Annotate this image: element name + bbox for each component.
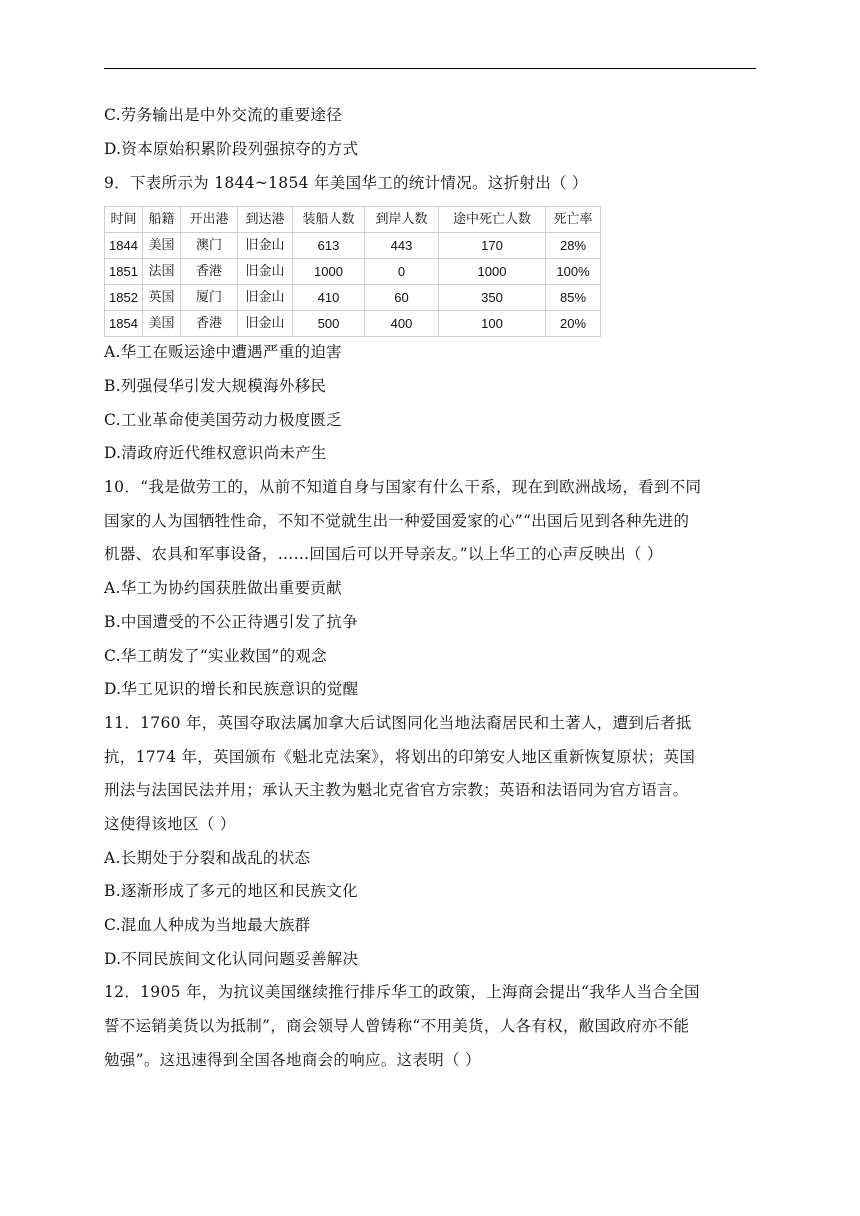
q9-option-b: B.列强侵华引发大规模海外移民 <box>104 377 327 395</box>
q11-option-b: B.逐渐形成了多元的地区和民族文化 <box>104 882 358 900</box>
q8-option-c: C.劳务输出是中外交流的重要途径 <box>104 106 343 124</box>
table-header-cell: 到达港 <box>238 207 293 233</box>
table-header-cell: 开出港 <box>181 207 238 233</box>
q10-stem-line-1: 10．“我是做劳工的，从前不知道自身与国家有什么干系，现在到欧洲战场，看到不同 <box>104 478 702 496</box>
table-cell: 100% <box>546 259 601 285</box>
q9-option-d: D.清政府近代维权意识尚未产生 <box>104 444 327 462</box>
table-cell: 1851 <box>105 259 143 285</box>
table-cell: 香港 <box>181 311 238 337</box>
table-header-cell: 装船人数 <box>293 207 365 233</box>
table-cell: 美国 <box>143 311 181 337</box>
table-row <box>105 233 601 259</box>
table-cell: 1852 <box>105 285 143 311</box>
q8-option-d: D.资本原始积累阶段列强掠夺的方式 <box>104 140 359 158</box>
table-cell: 28% <box>546 233 601 259</box>
q11-stem-line-1: 11．1760 年，英国夺取法属加拿大后试图同化当地法裔居民和土著人，遭到后者抵 <box>104 714 692 732</box>
table-cell: 100 <box>439 311 546 337</box>
table-cell: 60 <box>365 285 439 311</box>
table-cell: 613 <box>293 233 365 259</box>
table-cell: 500 <box>293 311 365 337</box>
table-cell: 澳门 <box>181 233 238 259</box>
q12-stem-line-1: 12．1905 年，为抗议美国继续推行排斥华工的政策，上海商会提出“我华人当合全国 <box>104 983 700 1001</box>
table-cell: 170 <box>439 233 546 259</box>
q11-stem-line-2: 抗，1774 年，英国颁布《魁北克法案》，将划出的印第安人地区重新恢复原状；英国 <box>104 748 696 766</box>
table-header-cell: 途中死亡人数 <box>439 207 546 233</box>
q10-stem-line-2: 国家的人为国牺牲性命，不知不觉就生出一种爱国爱家的心”“出国后见到各种先进的 <box>104 512 690 530</box>
q11-option-c: C.混血人种成为当地最大族群 <box>104 916 311 934</box>
table-cell: 英国 <box>143 285 181 311</box>
table-cell: 400 <box>365 311 439 337</box>
table-cell: 旧金山 <box>238 311 293 337</box>
huagong-statistics-table <box>104 206 601 337</box>
table-cell: 香港 <box>181 259 238 285</box>
table-row <box>105 285 601 311</box>
table-cell: 20% <box>546 311 601 337</box>
q9-option-a: A.华工在贩运途中遭遇严重的迫害 <box>104 343 342 361</box>
table-header-cell: 时间 <box>105 207 143 233</box>
table-cell: 0 <box>365 259 439 285</box>
table-header-row <box>105 207 601 233</box>
table-header-cell: 到岸人数 <box>365 207 439 233</box>
q10-option-a: A.华工为协约国获胜做出重要贡献 <box>104 579 342 597</box>
table-cell: 350 <box>439 285 546 311</box>
q11-option-d: D.不同民族间文化认同问题妥善解决 <box>104 950 359 968</box>
table-cell: 旧金山 <box>238 285 293 311</box>
table-cell: 旧金山 <box>238 233 293 259</box>
table-header-cell: 死亡率 <box>546 207 601 233</box>
q9-option-c: C.工业革命使美国劳动力极度匮乏 <box>104 411 343 429</box>
table-cell: 1000 <box>293 259 365 285</box>
header-rule <box>104 68 756 69</box>
q12-stem-line-2: 誓不运销美货以为抵制”，商会领导人曾铸称“不用美货，人各有权，敝国政府亦不能 <box>104 1017 690 1035</box>
table-cell: 法国 <box>143 259 181 285</box>
table-row <box>105 259 601 285</box>
q11-stem-line-3: 刑法与法国民法并用；承认天主教为魁北克省官方宗教；英语和法语同为官方语言。 <box>104 781 689 799</box>
q10-option-b: B.中国遭受的不公正待遇引发了抗争 <box>104 613 358 631</box>
q11-option-a: A.长期处于分裂和战乱的状态 <box>104 849 311 867</box>
table-cell: 85% <box>546 285 601 311</box>
q10-option-c: C.华工萌发了“实业救国”的观念 <box>104 647 327 665</box>
q12-stem-line-3: 勉强”。这迅速得到全国各地商会的响应。这表明（ ） <box>104 1051 481 1069</box>
table-cell: 410 <box>293 285 365 311</box>
q10-option-d: D.华工见识的增长和民族意识的觉醒 <box>104 680 359 698</box>
table-row <box>105 311 601 337</box>
table-cell: 厦门 <box>181 285 238 311</box>
q9-stem: 9．下表所示为 1844~1854 年美国华工的统计情况。这折射出（ ） <box>104 174 588 192</box>
table-header-cell: 船籍 <box>143 207 181 233</box>
table-cell: 旧金山 <box>238 259 293 285</box>
table-cell: 1844 <box>105 233 143 259</box>
q10-stem-line-3: 机器、农具和军事设备，……回国后可以开导亲友。”以上华工的心声反映出（ ） <box>104 545 663 563</box>
table-cell: 443 <box>365 233 439 259</box>
q11-stem-line-4: 这使得该地区（ ） <box>104 815 236 833</box>
table-cell: 1000 <box>439 259 546 285</box>
table-cell: 1854 <box>105 311 143 337</box>
table-cell: 美国 <box>143 233 181 259</box>
